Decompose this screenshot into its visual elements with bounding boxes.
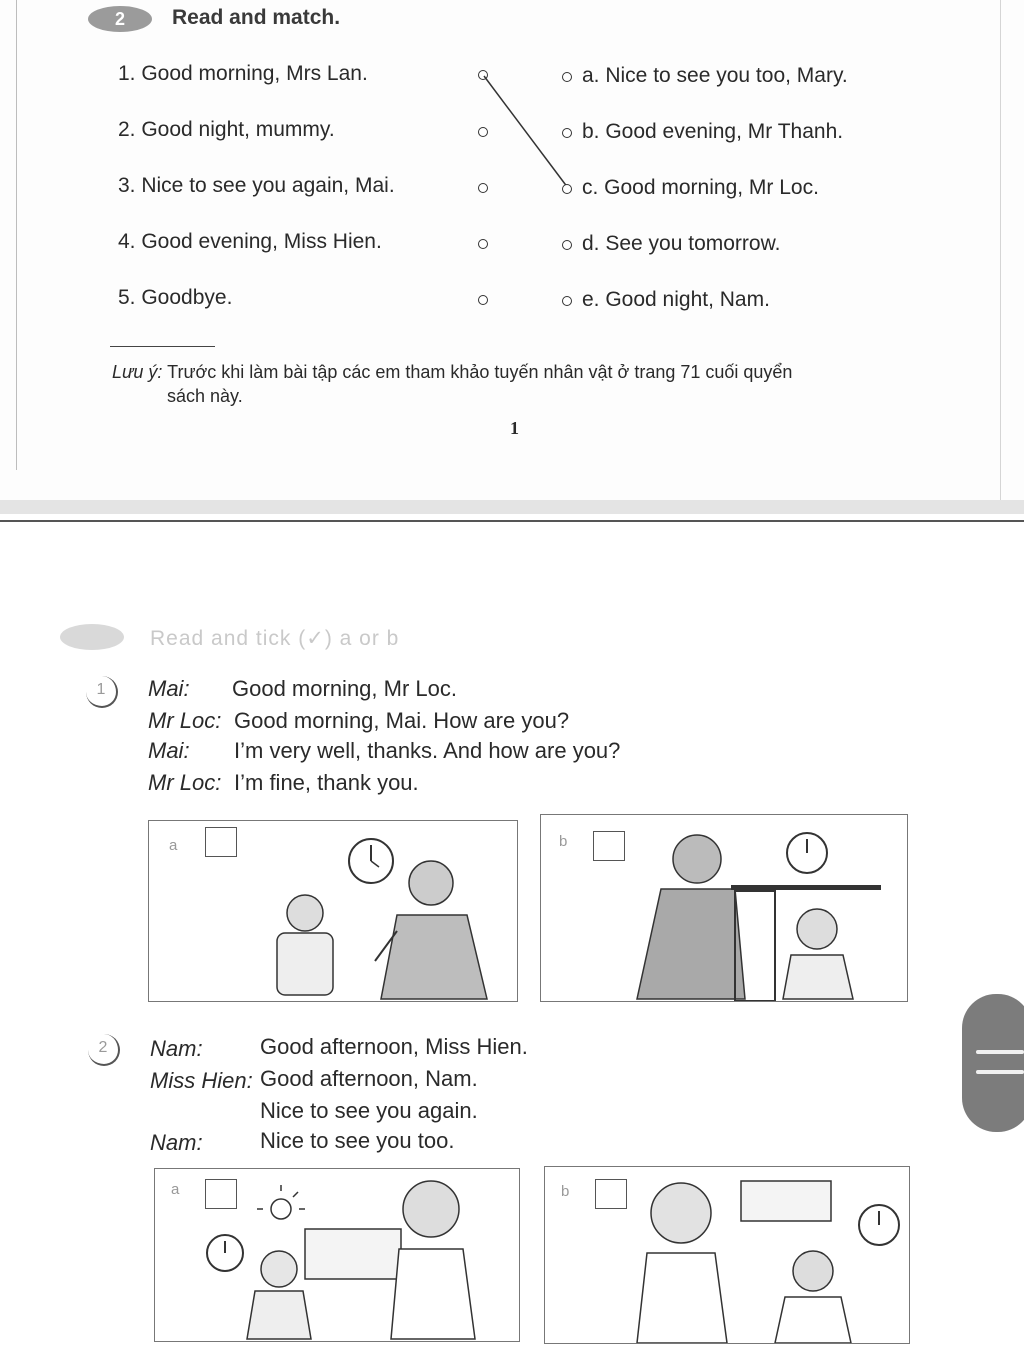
- exercise-number-badge-faint: [60, 624, 124, 650]
- exercise-number-badge: 2: [88, 6, 152, 32]
- match-right-dot[interactable]: [562, 296, 572, 306]
- match-left-item: 4. Good evening, Miss Hien.: [118, 230, 382, 253]
- match-left-item: 1. Good morning, Mrs Lan.: [118, 62, 368, 85]
- exercise-title: Read and match.: [172, 6, 341, 29]
- speaker-name: Nam:: [150, 1036, 203, 1061]
- picture-option-a: [154, 1168, 520, 1342]
- picture-option-b: [544, 1166, 910, 1344]
- speaker-name: Miss Hien:: [150, 1068, 253, 1093]
- illustration: [149, 821, 517, 1001]
- dialogue-number: 2: [88, 1034, 120, 1066]
- dialogue-line: Good afternoon, Miss Hien.: [260, 1034, 528, 1059]
- speaker-name: Nam:: [150, 1130, 203, 1155]
- worksheet-page-2: [0, 514, 1024, 1359]
- match-right-item: e. Good night, Nam.: [582, 288, 770, 311]
- drag-handle-grip: [976, 1070, 1024, 1074]
- drag-handle[interactable]: [962, 994, 1024, 1132]
- option-label: b: [561, 1183, 570, 1200]
- match-right-dot[interactable]: [562, 128, 572, 138]
- picture-option-a: [148, 820, 518, 1002]
- dialogue-line: Good morning, Mr Loc.: [232, 676, 457, 701]
- match-right-item: b. Good evening, Mr Thanh.: [582, 120, 844, 143]
- match-left-item: 2. Good night, mummy.: [118, 118, 335, 141]
- match-right-dot[interactable]: [562, 240, 572, 250]
- dialogue-line: Nice to see you again.: [260, 1098, 478, 1123]
- dialogue-number: 1: [86, 676, 118, 708]
- page-separator: [0, 500, 1024, 514]
- match-right-dot[interactable]: [562, 72, 572, 82]
- footnote-text: Trước khi làm bài tập các em tham khảo tuyến nhân vật ở trang 71 cuối quyển: [167, 362, 793, 382]
- footnote: [112, 360, 942, 408]
- match-right-item: c. Good morning, Mr Loc.: [582, 176, 819, 199]
- footnote-text-line2: sách này.: [167, 386, 243, 406]
- illustration: [155, 1169, 519, 1341]
- exercise-title-faint: Read and tick (✓) a or b: [150, 627, 400, 650]
- picture-option-b: [540, 814, 908, 1002]
- illustration: [541, 815, 907, 1001]
- option-label: b: [559, 833, 568, 850]
- speaker-name: Mai:: [148, 676, 190, 701]
- page-edge-line: [0, 520, 1024, 522]
- dialogue-line: I’m fine, thank you.: [234, 770, 419, 795]
- match-left-item: 5. Goodbye.: [118, 286, 233, 309]
- speaker-name: Mr Loc:: [148, 770, 222, 795]
- dialogue-line: Good afternoon, Nam.: [260, 1066, 478, 1091]
- drag-handle-grip: [976, 1050, 1024, 1054]
- speaker-name: Mr Loc:: [148, 708, 222, 733]
- dialogue-line: Nice to see you too.: [260, 1128, 455, 1153]
- match-right-dot[interactable]: [562, 184, 572, 194]
- illustration: [545, 1167, 909, 1343]
- match-right-item: a. Nice to see you too, Mary.: [582, 64, 848, 87]
- speaker-name: Mai:: [148, 738, 190, 763]
- dialogue-line: I’m very well, thanks. And how are you?: [234, 738, 621, 763]
- option-label: a: [169, 837, 178, 854]
- footnote-label: Lưu ý:: [112, 362, 163, 382]
- option-label: a: [171, 1181, 180, 1198]
- page-number: 1: [510, 418, 519, 438]
- worksheet-page-1: [0, 0, 1024, 500]
- dialogue-line: Good morning, Mai. How are you?: [234, 708, 570, 733]
- match-right-item: d. See you tomorrow.: [582, 232, 781, 255]
- match-left-item: 3. Nice to see you again, Mai.: [118, 174, 395, 197]
- footnote-rule: [110, 346, 215, 347]
